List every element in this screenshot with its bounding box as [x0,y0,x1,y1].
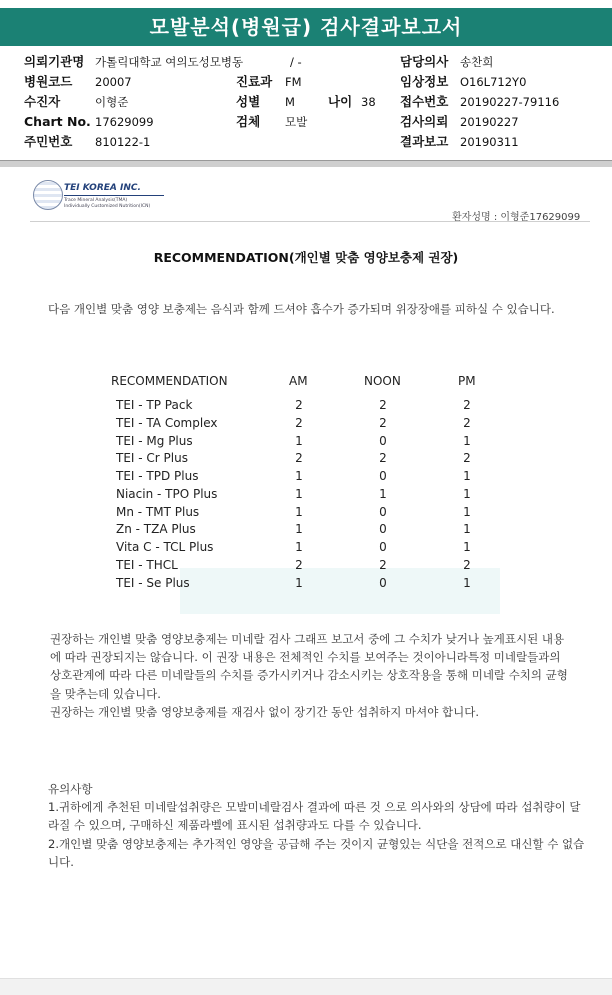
patient-label: 수진자 [24,94,61,109]
table-row [0,576,612,594]
am-dose: 2 [295,398,303,412]
supplement-name: TEI - Cr Plus [116,451,188,466]
am-dose: 1 [295,575,303,590]
table-row [0,434,612,452]
department-value: FM [285,75,302,89]
hospital-code-label: 병원코드 [24,74,73,89]
patient-value: 이형준 [95,95,129,109]
column-header-pm: PM [458,374,476,388]
patient-divider [30,221,590,222]
noon-dose: 1 [379,486,387,501]
am-dose: 2 [295,557,303,572]
noon-dose: 2 [379,398,387,412]
am-dose: 1 [295,486,303,501]
pm-dose: 1 [463,504,471,519]
am-dose: 2 [295,415,303,430]
tei-logo [30,180,151,216]
noon-dose: 0 [379,504,387,519]
doctor-label: 담당의사 [400,54,449,69]
notice-paragraph-1: 권장하는 개인별 맞춤 영양보충제는 미네랄 검사 그래프 보고서 중에 그 수치가 낮거나 높게표시된 내용에 따라 권장되지는 않습니다. 이 권장 내용은 전체적인 수치를 보여주는 것이아니라특정 미네랄들과의 상호관계에 따라 다른 미네랄들의 수치를 증가시키거나 감소시키는 상호작용을 통해 미네랄 수치의 균형을 맞추는데 있습니다. [50,632,568,701]
precaution-1: 1.귀하에게 추천된 미네랄섭취량은 모발미네랄검사 결과에 따른 것 으로 의사와의 상담에 따라 섭취량이 달라질 수 있으며, 구매하신 제품라벨에 표시된 섭취량과도 다를 수 있습니다. [48,800,581,833]
resident-number-label: 주민번호 [24,134,73,149]
pm-dose: 1 [463,486,471,501]
column-header-noon: NOON [364,374,401,388]
precautions [48,780,588,871]
logo-subtitle-line-2: Individually Customized Nutrition(ICN) [64,204,151,209]
resident-number-value: 810122-1 [95,135,151,149]
info-row [0,132,612,152]
info-row [0,72,612,92]
table-row [0,487,612,505]
specimen-label: 검체 [236,114,261,129]
noon-dose: 2 [379,451,387,466]
supplement-name: TEI - THCL [116,557,178,572]
pm-dose: 2 [463,415,471,430]
recommendation-notice [50,630,570,721]
chart-no-label: Chart No. [24,114,91,129]
request-date-value: 20190227 [460,115,519,129]
recommendation-heading: RECOMMENDATION(개인별 맞춤 영양보충제 권장) [153,250,459,265]
ward-value: / - [290,55,302,69]
noon-dose: 2 [379,557,387,572]
supplement-name: TEI - TA Complex [116,415,218,430]
table-row [0,416,612,434]
logo-divider [64,195,164,196]
pm-dose: 2 [463,398,471,412]
notice-paragraph-2: 권장하는 개인별 맞춤 영양보충제를 재검사 없이 장기간 동안 섭취하지 마셔야 합니다. [50,704,480,719]
column-header-am: AM [289,374,308,388]
table-row [0,398,612,416]
precaution-2: 2.개인별 맞춤 영양보충제는 추가적인 영양을 공급해 주는 것이지 균형있는 식단을 전적으로 대신할 수 없습니다. [48,836,585,869]
sex-label: 성별 [236,94,261,109]
table-row [0,505,612,523]
info-row [0,52,612,72]
globe-icon [33,180,63,210]
noon-dose: 2 [379,415,387,430]
report-info-grid [0,50,612,156]
info-row [0,112,612,132]
supplement-name: Niacin - TPO Plus [116,486,218,501]
noon-dose: 0 [379,522,387,537]
pm-dose: 1 [463,522,471,537]
sex-value: M [285,95,295,109]
hospital-code-value: 20007 [95,75,132,89]
table-row [0,451,612,469]
requesting-institution-value: 가톨릭대학교 여의도성모병동 [95,55,244,69]
table-row [0,522,612,540]
patient-name-line: 환자성명 : 이형준17629099 [452,212,581,223]
result-report-label: 결과보고 [400,134,449,149]
noon-dose: 0 [379,540,387,554]
precautions-title: 유의사항 [48,782,93,796]
scanned-page [0,168,612,994]
am-dose: 1 [295,540,303,554]
noon-dose: 0 [379,575,387,590]
noon-dose: 0 [379,469,387,483]
result-report-value: 20190311 [460,135,519,149]
supplement-name: Vita C - TCL Plus [116,540,214,554]
am-dose: 1 [295,522,303,537]
chart-no-value: 17629099 [95,115,154,129]
noon-dose: 0 [379,433,387,448]
age-label: 나이 [328,94,353,109]
info-row [0,92,612,112]
report-title: 모발분석(병원급) 검사결과보고서 [0,8,612,46]
pm-dose: 1 [463,433,471,448]
supplement-name: TEI - Mg Plus [116,433,193,448]
pm-dose: 1 [463,540,471,554]
am-dose: 1 [295,469,303,483]
clinical-info-label: 임상정보 [400,74,449,89]
logo-subtitle [64,198,150,210]
pm-dose: 2 [463,557,471,572]
column-header-recommendation: RECOMMENDATION [111,374,228,388]
logo-text: TEI KOREA INC. [64,183,141,193]
am-dose: 1 [295,504,303,519]
specimen-value: 모발 [285,115,308,129]
table-row [0,469,612,487]
am-dose: 2 [295,451,303,466]
accession-number-label: 접수번호 [400,94,449,109]
table-row [0,540,612,558]
doctor-value: 송찬희 [460,55,494,69]
age-value: 38 [361,95,376,109]
pm-dose: 1 [463,575,471,590]
supplement-name: TEI - Se Plus [116,575,190,590]
supplement-name: TEI - TPD Plus [116,469,199,483]
supplement-name: TEI - TP Pack [116,398,193,412]
supplement-name: Mn - TMT Plus [116,504,200,519]
intro-text: 다음 개인별 맞춤 영양 보충제는 음식과 함께 드셔야 흡수가 증가되며 위장장애를 피하실 수 있습니다. [48,302,555,316]
requesting-institution-label: 의뢰기관명 [24,54,85,69]
table-row [0,558,612,576]
header-divider [0,160,612,167]
footer-strip [0,978,612,995]
pm-dose: 1 [463,469,471,483]
logo-subtitle-line-1: Trace Mineral Analysis(TMA) [64,198,128,203]
department-label: 진료과 [236,74,273,89]
am-dose: 1 [295,433,303,448]
request-date-label: 검사의뢰 [400,114,449,129]
pm-dose: 2 [463,451,471,466]
clinical-info-value: O16L712Y0 [460,75,527,89]
accession-number-value: 20190227-79116 [460,95,560,109]
supplement-name: Zn - TZA Plus [116,522,196,537]
